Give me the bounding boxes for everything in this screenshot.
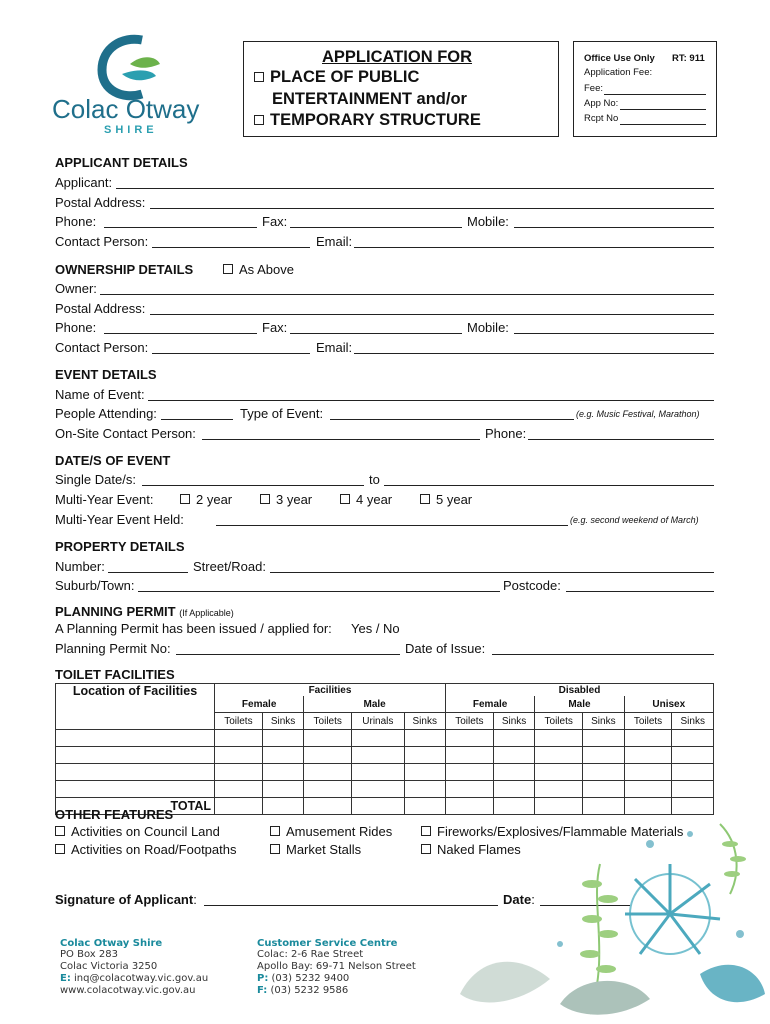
onsite-contact-label: On-Site Contact Person:	[55, 426, 196, 441]
option-naked-flames: Naked Flames	[421, 842, 521, 857]
title-line-1: APPLICATION FOR	[322, 48, 473, 66]
footer-csc: Customer Service Centre	[257, 938, 398, 949]
office-rcpt-field[interactable]	[620, 124, 706, 125]
applicant-label: Applicant:	[55, 175, 113, 190]
footer-phone-line: P: (03) 5232 9400	[257, 973, 350, 984]
footer-web[interactable]: www.colacotway.vic.gov.au	[60, 985, 196, 996]
property-heading: PROPERTY DETAILS	[55, 539, 185, 554]
col-toilets: Toilets	[624, 713, 672, 730]
option-market-stalls: Market Stalls	[270, 842, 361, 857]
applicant-contact-label: Contact Person:	[55, 234, 149, 249]
property-street-field[interactable]	[270, 572, 714, 573]
date-to-label: to	[369, 472, 380, 487]
event-name-label: Name of Event:	[55, 387, 145, 402]
event-type-field[interactable]	[330, 419, 574, 420]
signature-date-label: Date:	[503, 892, 535, 907]
planning-note: (If Applicable)	[179, 608, 234, 618]
planning-yes-no[interactable]: Yes / No	[351, 621, 400, 636]
footer-org: Colac Otway Shire	[60, 938, 163, 949]
col-toilets: Toilets	[535, 713, 583, 730]
applicant-postal-label: Postal Address:	[55, 195, 146, 210]
office-rcpt-label: Rcpt No	[584, 113, 619, 124]
col-sinks: Sinks	[404, 713, 445, 730]
title-option-1: PLACE OF PUBLIC	[254, 68, 419, 87]
logo-sub: SHIRE	[104, 124, 158, 136]
title-option-2: TEMPORARY STRUCTURE	[254, 111, 481, 130]
checkbox-as-above[interactable]	[223, 264, 233, 274]
footer-city: Colac Victoria 3250	[60, 961, 158, 972]
unisex-header: Unisex	[624, 696, 713, 713]
property-postcode-field[interactable]	[566, 591, 714, 592]
office-fee-label: Fee:	[584, 83, 604, 94]
applicant-contact-field[interactable]	[152, 247, 310, 248]
multi-year-label: Multi-Year Event:	[55, 492, 154, 507]
female-header: Female	[215, 696, 304, 713]
owner-label: Owner:	[55, 281, 97, 296]
onsite-contact-field[interactable]	[202, 439, 480, 440]
checkbox-amusement-rides[interactable]	[270, 826, 280, 836]
applicant-phone-label: Phone:	[55, 214, 97, 229]
as-above-option: As Above	[223, 262, 294, 277]
col-toilets: Toilets	[304, 713, 352, 730]
table-row[interactable]	[56, 764, 714, 781]
planning-heading: PLANNING PERMIT (If Applicable)	[55, 604, 234, 619]
disabled-male-header: Male	[535, 696, 624, 713]
checkbox-public-entertainment[interactable]	[254, 72, 264, 82]
col-urinals: Urinals	[352, 713, 404, 730]
ownership-heading: OWNERSHIP DETAILS	[55, 262, 194, 277]
option-2-year: 2 year	[180, 492, 232, 507]
multi-year-held-label: Multi-Year Event Held:	[55, 512, 184, 527]
applicant-phone-field[interactable]	[104, 227, 257, 228]
event-type-hint: (e.g. Music Festival, Marathon)	[576, 409, 700, 419]
applicant-fax-label: Fax:	[262, 214, 288, 229]
property-number-field[interactable]	[108, 572, 188, 573]
owner-contact-label: Contact Person:	[55, 340, 149, 355]
applicant-email-label: Email:	[316, 234, 353, 249]
footer-po: PO Box 283	[60, 949, 118, 960]
logo-name: Colac Otway	[52, 94, 200, 124]
event-heading: EVENT DETAILS	[55, 367, 157, 382]
checkbox-temporary-structure[interactable]	[254, 115, 264, 125]
logo	[52, 34, 212, 134]
office-app-no-field[interactable]	[620, 109, 706, 110]
owner-postal-field[interactable]	[150, 314, 714, 315]
single-date-to-field[interactable]	[384, 485, 714, 486]
property-number-label: Number:	[55, 559, 105, 574]
footer-apollo: Apollo Bay: 69-71 Nelson Street	[257, 961, 416, 972]
owner-phone-label: Phone:	[55, 320, 97, 335]
owner-email-field[interactable]	[354, 353, 714, 354]
office-app-fee-label: Application Fee:	[584, 67, 653, 78]
office-use-box	[573, 41, 717, 137]
male-header: Male	[304, 696, 446, 713]
multi-year-held-hint: (e.g. second weekend of March)	[570, 515, 699, 525]
owner-postal-label: Postal Address:	[55, 301, 146, 316]
owner-email-label: Email:	[316, 340, 353, 355]
multi-year-held-field[interactable]	[216, 525, 568, 526]
owner-mobile-field[interactable]	[514, 333, 714, 334]
property-postcode-label: Postcode:	[503, 578, 561, 593]
col-sinks: Sinks	[493, 713, 534, 730]
facilities-header: Facilities	[215, 684, 446, 697]
footer-email-line: E: inq@colacotway.vic.gov.au	[60, 973, 209, 984]
option-5-year: 5 year	[420, 492, 472, 507]
footer-email[interactable]: inq@colacotway.vic.gov.au	[74, 973, 209, 984]
option-council-land: Activities on Council Land	[55, 824, 220, 839]
people-attending-field[interactable]	[161, 419, 233, 420]
toilets-heading: TOILET FACILITIES	[55, 667, 175, 682]
option-4-year: 4 year	[340, 492, 392, 507]
owner-field[interactable]	[100, 294, 714, 295]
owner-mobile-label: Mobile:	[467, 320, 509, 335]
single-date-from-field[interactable]	[142, 485, 364, 486]
owner-fax-field[interactable]	[290, 333, 462, 334]
planning-permit-no-label: Planning Permit No:	[55, 641, 171, 656]
footer-fax: (03) 5232 9586	[270, 985, 349, 996]
checkbox-5-year[interactable]	[420, 494, 430, 504]
office-fee-field[interactable]	[604, 94, 706, 95]
option-amusement-rides: Amusement Rides	[270, 824, 392, 839]
applicant-mobile-label: Mobile:	[467, 214, 509, 229]
planning-date-field[interactable]	[492, 654, 714, 655]
property-suburb-field[interactable]	[138, 591, 500, 592]
location-header: Location of Facilities	[56, 684, 215, 730]
checkbox-council-land[interactable]	[55, 826, 65, 836]
signature-label: Signature of Applicant:	[55, 892, 197, 907]
office-app-no-label: App No:	[584, 98, 619, 109]
applicant-email-field[interactable]	[354, 247, 714, 248]
applicant-heading: APPLICANT DETAILS	[55, 155, 188, 170]
footer-fax-line: F: (03) 5232 9586	[257, 985, 349, 996]
checkbox-2-year[interactable]	[180, 494, 190, 504]
form-title-box	[243, 41, 559, 137]
applicant-mobile-field[interactable]	[514, 227, 714, 228]
dates-heading: DATE/S OF EVENT	[55, 453, 171, 468]
onsite-phone-field[interactable]	[528, 439, 714, 440]
planning-issued-label: A Planning Permit has been issued / applied for:	[55, 621, 332, 636]
footer-colac: Colac: 2-6 Rae Street	[257, 949, 364, 960]
disabled-female-header: Female	[445, 696, 534, 713]
col-toilets: Toilets	[215, 713, 263, 730]
footer-phone: (03) 5232 9400	[271, 973, 350, 984]
property-street-label: Street/Road:	[193, 559, 266, 574]
table-row[interactable]	[56, 747, 714, 764]
owner-contact-field[interactable]	[152, 353, 310, 354]
office-heading: Office Use Only	[584, 53, 655, 64]
checkbox-naked-flames[interactable]	[421, 844, 431, 854]
single-date-label: Single Date/s:	[55, 472, 136, 487]
office-rt: RT: 911	[672, 53, 705, 64]
planning-permit-no-field[interactable]	[176, 654, 400, 655]
col-sinks: Sinks	[262, 713, 303, 730]
title-line-3: ENTERTAINMENT and/or	[272, 90, 467, 108]
total-label: TOTAL	[56, 798, 215, 815]
other-heading: OTHER FEATURES	[55, 807, 174, 822]
checkbox-4-year[interactable]	[340, 494, 350, 504]
event-type-label: Type of Event:	[240, 406, 324, 421]
onsite-phone-label: Phone:	[485, 426, 527, 441]
owner-fax-label: Fax:	[262, 320, 288, 335]
disabled-header: Disabled	[445, 684, 713, 697]
checkbox-market-stalls[interactable]	[270, 844, 280, 854]
checkbox-fireworks[interactable]	[421, 826, 431, 836]
applicant-field[interactable]	[116, 188, 714, 189]
table-row[interactable]	[56, 730, 714, 747]
owner-phone-field[interactable]	[104, 333, 257, 334]
option-road-footpaths: Activities on Road/Footpaths	[55, 842, 236, 857]
footer-csc-block	[257, 938, 416, 997]
col-sinks: Sinks	[672, 713, 714, 730]
people-attending-label: People Attending:	[55, 406, 157, 421]
table-row[interactable]	[56, 781, 714, 798]
col-sinks: Sinks	[583, 713, 624, 730]
checkbox-road-footpaths[interactable]	[55, 844, 65, 854]
foliage-decoration-icon	[440, 804, 770, 1024]
footer-org-block	[60, 938, 208, 997]
applicant-postal-field[interactable]	[150, 208, 714, 209]
checkbox-3-year[interactable]	[260, 494, 270, 504]
option-fireworks: Fireworks/Explosives/Flammable Materials	[421, 824, 683, 839]
col-toilets: Toilets	[445, 713, 493, 730]
option-3-year: 3 year	[260, 492, 312, 507]
event-name-field[interactable]	[148, 400, 714, 401]
property-suburb-label: Suburb/Town:	[55, 578, 135, 593]
planning-date-label: Date of Issue:	[405, 641, 486, 656]
toilet-facilities-table	[55, 683, 714, 815]
applicant-fax-field[interactable]	[290, 227, 462, 228]
